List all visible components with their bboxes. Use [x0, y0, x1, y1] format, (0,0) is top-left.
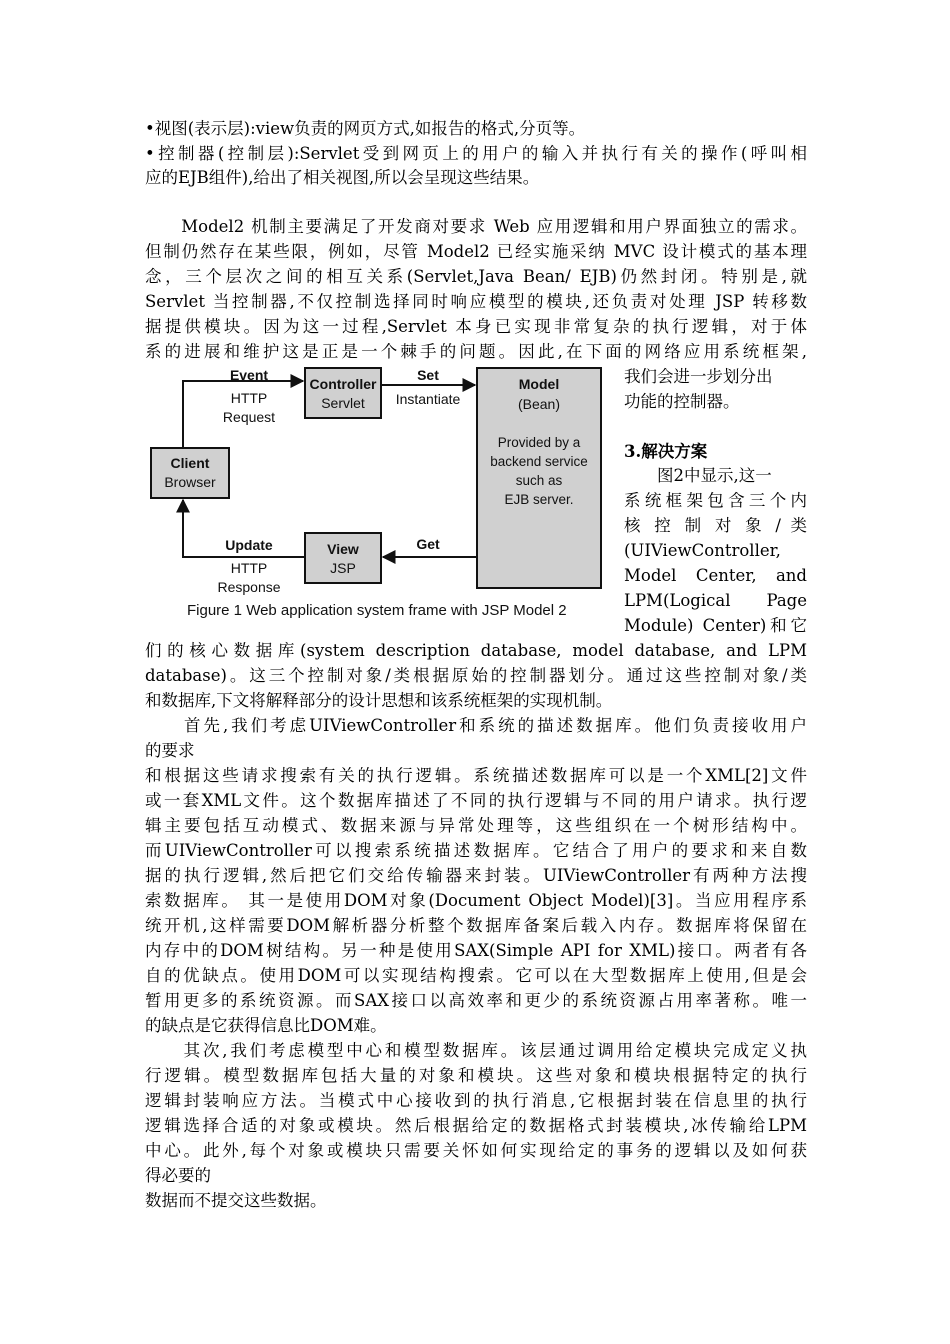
text-line: 而UIViewController可以搜索系统描述数据库。它结合了用户的要求和来自数 [145, 841, 807, 860]
bullet-controller: •控制器(控制层):Servlet受到网页上的用户的输入并执行有关的操作(呼叫相 [145, 144, 807, 163]
text-line: 辑主要包括互动模式、数据来源与异常处理等，这些组织在一个树形结构中。 [145, 816, 807, 835]
text-line: LPM(Logical Page [624, 591, 807, 610]
text-line: 数据而不提交这些数据。 [145, 1191, 327, 1210]
client-sublabel: Browser [164, 474, 216, 490]
text-line: 和根据这些请求搜索有关的执行逻辑。系统描述数据库可以是一个XML[2]文件 [145, 766, 807, 785]
get-label: Get [416, 536, 440, 552]
text-line: 图2中显示,这一 [624, 466, 772, 485]
model-desc: backend service [490, 454, 588, 469]
text-line: 但制仍然存在某些限，例如，尽管 Model2 已经实施采纳 MVC 设计模式的基本理 [145, 242, 807, 261]
text-line: 暂用更多的系统资源。而SAX接口以高效率和更少的系统资源占用率著称。唯一 [145, 991, 807, 1010]
set-label: Set [417, 367, 439, 383]
figure-diagram [145, 365, 611, 627]
text-line: 其次,我们考虑模型中心和模型数据库。该层通过调用给定模块完成定义执 [145, 1041, 807, 1060]
text-line: database)。这三个控制对象/类根据原始的控制器划分。通过这些控制对象/类 [145, 666, 807, 685]
text-line: 逻辑封装响应方法。当模式中心接收到的执行消息,它根据封装在信息里的执行 [145, 1091, 807, 1110]
text-line: 据提供模块。因为这一过程,Servlet 本身已实现非常复杂的执行逻辑，对于体 [145, 317, 807, 336]
text-line: 索数据库。 其一是使用DOM对象(Document Object Model)[3]。当应用程序系 [145, 891, 807, 910]
section-heading: 3.解决方案 [624, 442, 708, 461]
text-line: 念，三个层次之间的相互关系(Servlet,Java Bean/ EJB)仍然封闭。特别是,就 [145, 267, 807, 286]
model-label: Model [518, 376, 560, 392]
text-line: 的要求 [145, 741, 195, 760]
text-line: 的缺点是它获得信息比DOM难。 [145, 1016, 387, 1035]
text-line: 们的核心数据库(system description database, model database, and LPM [145, 641, 807, 660]
text-line: 核 控 制 对 象 / 类 [624, 516, 807, 535]
text-line: Servlet 当控制器,不仅控制选择同时响应模型的模块,还负责对处理 JSP 转移数 [145, 292, 807, 311]
instantiate-label: Instantiate [395, 391, 461, 407]
figure-caption: Figure 1 Web application system frame with JSP Model 2 [187, 602, 567, 619]
controller-label: Controller [309, 376, 377, 392]
http-response-label: Response [217, 579, 281, 595]
model-sublabel: (Bean) [517, 396, 561, 412]
text-line: 得必要的 [145, 1166, 211, 1185]
text-line: 据的执行逻辑,然后把它们交给传输器来封装。UIViewController有两种方法搜 [145, 866, 807, 885]
model-desc: EJB server. [504, 492, 574, 507]
text-line: 或一套XML文件。这个数据库描述了不同的执行逻辑与不同的用户请求。执行逻 [145, 791, 807, 810]
text-line: 内存中的DOM树结构。另一种是使用SAX(Simple API for XML)接口。两者有各 [145, 941, 807, 960]
event-label: Event [229, 367, 269, 383]
http-response-label: HTTP [230, 560, 268, 576]
update-label: Update [225, 537, 273, 553]
http-request-label: Request [222, 409, 276, 425]
text-line: 我们会进一步划分出 [624, 367, 773, 386]
view-label: View [327, 541, 359, 557]
text-line: 系统框架包含三个内 [624, 491, 807, 510]
text-line: Model2 机制主要满足了开发商对要求 Web 应用逻辑和用户界面独立的需求。 [145, 217, 807, 236]
text-line: 自的优缺点。使用DOM可以实现结构搜索。它可以在大型数据库上使用,但是会 [145, 966, 807, 985]
text-line: 功能的控制器。 [624, 392, 740, 411]
text-line: 中心。此外,每个对象或模块只需要关怀如何实现给定的事务的逻辑以及如何获 [145, 1141, 807, 1160]
text-line: 逻辑选择合适的对象或模块。然后根据给定的数据格式封装模块,冰传输给LPM [145, 1116, 807, 1135]
bullet-view: •视图(表示层):view负责的网页方式,如报告的格式,分页等。 [145, 119, 586, 138]
text-line: Model Center, and [624, 566, 807, 585]
text-line: 首先,我们考虑UIViewController和系统的描述数据库。他们负责接收用户 [145, 716, 807, 735]
client-label: Client [170, 455, 210, 471]
text-line: 应的EJB组件),给出了相关视图,所以会呈现这些结果。 [145, 168, 540, 187]
text-line: 行逻辑。模型数据库包括大量的对象和模块。这些对象和模块根据特定的执行 [145, 1066, 807, 1085]
text-line: 系的进展和维护这是正是一个棘手的问题。因此,在下面的网络应用系统框架, [145, 342, 807, 361]
model-desc: such as [515, 473, 563, 488]
controller-sublabel: Servlet [321, 395, 365, 411]
text-line: Module) Center)和它 [624, 616, 807, 635]
text-line: (UIViewController, [624, 541, 781, 560]
view-sublabel: JSP [330, 560, 356, 576]
text-line: 统开机,这样需要DOM解析器分析整个数据库备案后载入内存。数据库将保留在 [145, 916, 807, 935]
http-request-label: HTTP [230, 390, 268, 406]
text-line: 和数据库,下文将解释部分的设计思想和该系统框架的实现机制。 [145, 691, 613, 710]
model-desc: Provided by a [497, 435, 581, 450]
